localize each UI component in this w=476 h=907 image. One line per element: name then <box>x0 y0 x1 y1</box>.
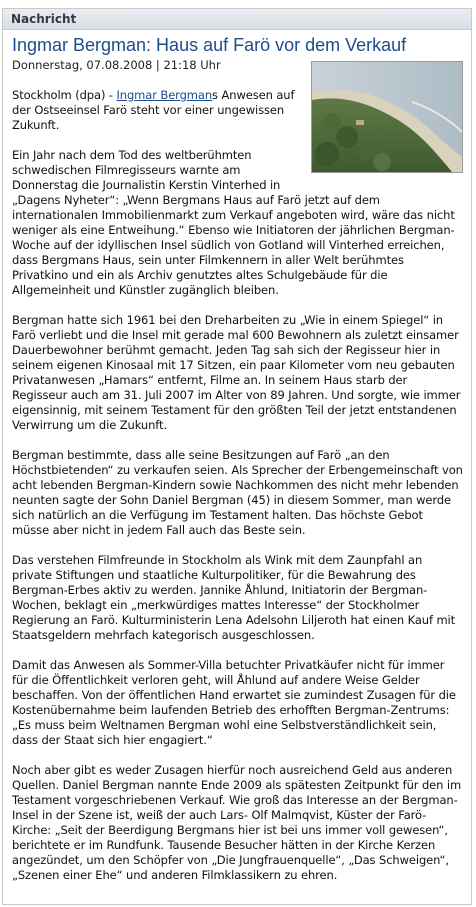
body-paragraph: Bergman bestimmte, dass alle seine Besitzungen auf Farö „an den Höchstbietenden“ zu verkaufen seien. Als Sprecher der Erbengemeinschaft von acht lebenden Bergman-Kindern sowie Nachkommen des nicht mehr lebenden neunten sagte der Sohn Daniel Bergman (45) in diesem Sommer, man werde sich natürlich an die Verfügung im Testament halten. Das höchste Gebot müsse aber nicht in jedem Fall auch das Beste sein. <box>12 448 463 537</box>
article-title[interactable]: Ingmar Bergman: Haus auf Farö vor dem Verkauf <box>12 35 407 55</box>
section-header <box>3 9 471 30</box>
article <box>3 30 471 883</box>
aerial-coast-image <box>312 62 462 172</box>
lead-suffix: s Anwesen auf der Ostseeinsel Farö steht vor einer ungewissen Zukunft. <box>12 88 295 132</box>
body-paragraph: Das verstehen Filmfreunde in Stockholm als Wink mit dem Zaunpfahl an private Stiftungen und staatliche Kulturpolitiker, für die Bewahrung des Bergman-Erbes aktiv zu werden. Jannike Åhlund, Initiatorin der Bergman-Wochen, beklagt ein „merkwürdiges mattes Interesse“ der Stockholmer Regierung an Farö. Kulturministerin Lena Adelsohn Liljeroth hat einen Kauf mit Staatsgeldern mehrfach kategorisch ausgeschlossen. <box>12 553 456 642</box>
body-paragraph: Noch aber gibt es weder Zusagen hierfür noch ausreichend Geld aus anderen Quellen. Daniel Bergman nannte Ende 2009 als spätesten Zeitpunkt für den im Testament vorgeschriebenen Verkauf. Wie groß das Interesse an der Bergman-Insel in der Szene ist, weiß der auch Lars- Olf Malmqvist, Küster der Farö-Kirche: „Seit der Beerdigung Bergmans hier ist bei uns immer voll gewesen“, berichtete er im Rundfunk. Tausende Besucher hätten in der Kirche Kerzen angezündet, um den Schöpfer von „Die Jungfrauenquelle“, „Das Schweigen“, „Szenen einer Ehe“ und anderen Filmklassikern zu ehren. <box>12 763 462 882</box>
person-link-ingmar-bergman[interactable]: Ingmar Bergman <box>116 88 213 102</box>
body-paragraph: Damit das Anwesen als Sommer-Villa betuchter Privatkäufer nicht für immer für die Öffentlichkeit verloren geht, will Åhlund auf andere Weise Gelder beschaffen. Von der öffentlichen Hand erwartet sie zumindest Zusagen für die Kostenübernahme beim laufenden Betrieb des erhofften Bergman-Zentrums: „Es muss beim Weltnamen Bergman wohl eine Selbstverständlichkeit sein, dass der Staat sich hier engagiert.“ <box>12 658 456 747</box>
body-paragraph: Ein Jahr nach dem Tod des weltberühmten schwedischen Filmregisseurs warnte am Donnerstag die Journalistin Kerstin Vinterhed in „Dagens Nyheter“: „Wenn Bergmans Haus auf Farö jetzt auf dem internationalen Immobilienmarkt zum Verkauf angeboten wird, wäre das nicht weniger als eine Entweihung.“ Ebenso wie Initiatoren der jährlichen Bergman-Woche auf der idyllischen Insel südlich von Gotland will Vinterhed erreichen, dass Bergmans Haus, sein unter Filmkennern in aller Welt berühmtes Privatkino und ein als Archiv genutztes altes Schulgebäude für die Allgemeinheit und Künstler zugänglich bleiben. <box>12 148 455 297</box>
article-photo[interactable] <box>311 61 463 173</box>
lead-prefix: Stockholm (dpa) - <box>12 88 117 102</box>
article-dateline: Donnerstag, 07.08.2008 | 21:18 Uhr <box>12 58 221 72</box>
news-panel <box>2 8 472 905</box>
section-label: Nachricht <box>11 12 77 26</box>
body-paragraph: Bergman hatte sich 1961 bei den Dreharbeiten zu „Wie in einem Spiegel“ in Farö verliebt und die Insel mit gerade mal 600 Bewohnern als zuletzt einsamer Dauerbewohner berühmt gemacht. Jeden Tag sah sich der Regisseur hier in seinem eigenen Kinosaal mit 17 Sitzen, ein paar Kilometer vom neu gebauten Privatanwesen „Hamars“ entfernt, Filme an. In seinem Haus starb der Regisseur auch am 31. Juli 2007 im Alter von 89 Jahren. Und sorgte, wie immer eigensinnig, mit seinem Testament für den größten Teil der jetzt entstandenen Verwirrung um die Zukunft. <box>12 313 461 432</box>
